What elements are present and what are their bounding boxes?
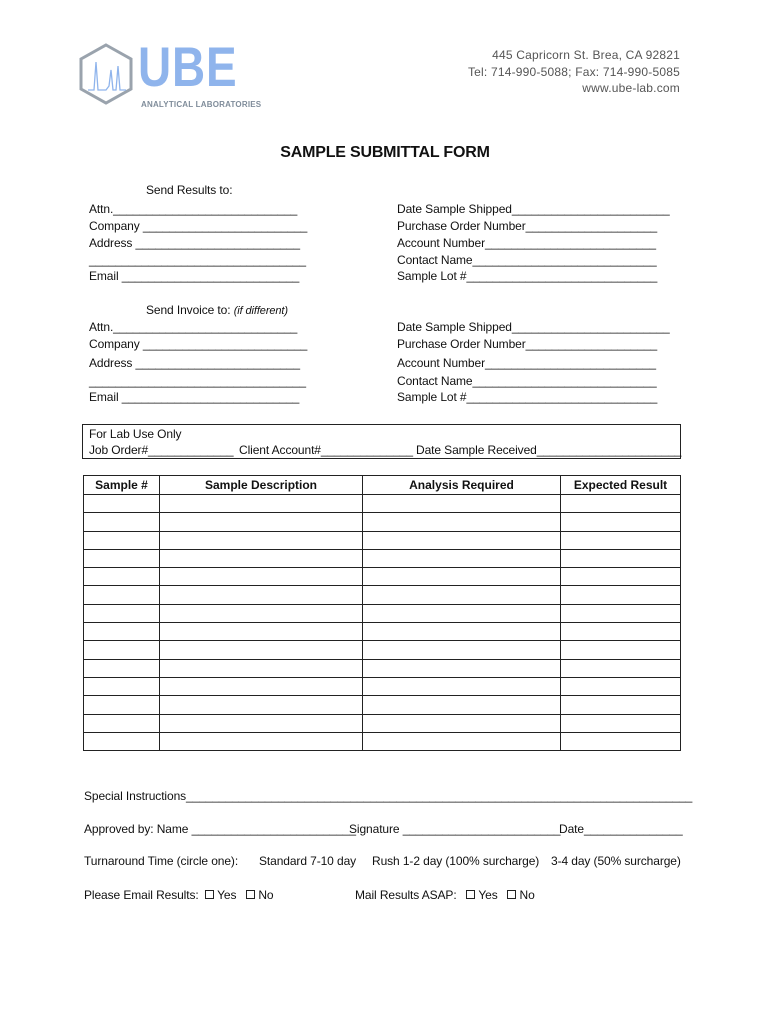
website-link[interactable]: www.ube-lab.com [582,81,680,95]
table-row [84,714,681,732]
column-header-sample-description: Sample Description [160,476,363,495]
invoice-address-field[interactable]: Address _________________________ [89,356,300,370]
table-row [84,604,681,622]
expected-result-cell[interactable] [561,732,681,750]
table-header-row [84,476,681,495]
email-results-yes-checkbox[interactable] [205,890,214,899]
client-account-field[interactable]: Client Account#______________ [239,443,413,457]
sample-number-cell[interactable] [84,531,160,549]
email-results-row [84,888,273,902]
table-row [84,641,681,659]
expected-result-cell[interactable] [561,549,681,567]
results-attn-field[interactable]: Attn.____________________________ [89,202,298,216]
email-results-yes-label: Yes [217,888,237,902]
column-header-sample-number: Sample # [84,476,160,495]
results-email-field[interactable]: Email ___________________________ [89,269,300,283]
results-heading: Send Results to: [146,183,233,197]
invoice-address-line2-field[interactable]: _________________________________ [89,374,306,388]
analysis-required-cell[interactable] [363,495,561,513]
expected-result-cell[interactable] [561,623,681,641]
invoice-attn-field[interactable]: Attn.____________________________ [89,320,298,334]
invoice-contact-name-field[interactable]: Contact Name____________________________ [397,374,657,388]
results-address-field[interactable]: Address _________________________ [89,236,300,250]
results-po-number-field[interactable]: Purchase Order Number____________________ [397,219,658,233]
sample-description-cell[interactable] [160,604,363,622]
table-row [84,732,681,750]
analysis-required-cell[interactable] [363,586,561,604]
lab-use-heading: For Lab Use Only [89,427,182,441]
analysis-required-cell[interactable] [363,531,561,549]
column-header-expected-result: Expected Result [561,476,681,495]
results-account-number-field[interactable]: Account Number__________________________ [397,236,656,250]
results-date-shipped-field[interactable]: Date Sample Shipped________________________ [397,202,670,216]
sample-description-cell[interactable] [160,495,363,513]
table-row [84,659,681,677]
expected-result-cell[interactable] [561,586,681,604]
sample-number-cell[interactable] [84,659,160,677]
sample-description-cell[interactable] [160,714,363,732]
address-line: 445 Capricorn St. Brea, CA 92821 [492,48,680,62]
sample-description-cell[interactable] [160,659,363,677]
expected-result-cell[interactable] [561,714,681,732]
invoice-heading-note: (if different) [233,305,288,317]
logo-subtitle: ANALYTICAL LABORATORIES [141,100,262,109]
sample-number-cell[interactable] [84,513,160,531]
analysis-required-cell[interactable] [363,604,561,622]
date-received-field[interactable]: Date Sample Received______________________ [416,443,682,457]
expected-result-cell[interactable] [561,513,681,531]
invoice-heading-label: Send Invoice to: [146,303,231,317]
mail-results-no-label: No [519,888,535,902]
analysis-required-cell[interactable] [363,641,561,659]
analysis-required-cell[interactable] [363,513,561,531]
turnaround-rush-option[interactable]: Rush 1-2 day (100% surcharge) [372,854,540,868]
sample-description-cell[interactable] [160,696,363,714]
sample-number-cell[interactable] [84,641,160,659]
invoice-date-shipped-field[interactable]: Date Sample Shipped________________________ [397,320,670,334]
sample-description-cell[interactable] [160,641,363,659]
results-contact-name-field[interactable]: Contact Name____________________________ [397,253,657,267]
invoice-po-number-field[interactable]: Purchase Order Number____________________ [397,337,658,351]
analysis-required-cell[interactable] [363,677,561,695]
results-sample-lot-field[interactable]: Sample Lot #_____________________________ [397,269,658,283]
signature-field[interactable]: Signature ________________________ [349,822,561,836]
approved-by-name-field[interactable]: Approved by: Name _________________________ [84,822,356,836]
sample-number-cell[interactable] [84,696,160,714]
results-address-line2-field[interactable]: _________________________________ [89,253,306,267]
sample-number-cell[interactable] [84,677,160,695]
expected-result-cell[interactable] [561,568,681,586]
analysis-required-cell[interactable] [363,714,561,732]
sample-description-cell[interactable] [160,677,363,695]
table-row [84,623,681,641]
mail-results-row [355,888,535,902]
special-instructions-field[interactable]: Special Instructions_____________________________________________________________________________ [84,789,693,803]
email-results-label: Please Email Results: [84,888,199,902]
table-row [84,568,681,586]
analysis-required-cell[interactable] [363,549,561,567]
sample-description-cell[interactable] [160,586,363,604]
analysis-required-cell[interactable] [363,623,561,641]
sample-number-cell[interactable] [84,586,160,604]
sample-number-cell[interactable] [84,623,160,641]
job-order-field[interactable]: Job Order#_____________ [89,443,234,457]
sample-number-cell[interactable] [84,568,160,586]
expected-result-cell[interactable] [561,531,681,549]
sample-description-cell[interactable] [160,568,363,586]
mail-results-no-checkbox[interactable] [507,890,516,899]
expected-result-cell[interactable] [561,495,681,513]
sample-description-cell[interactable] [160,531,363,549]
sample-description-cell[interactable] [160,732,363,750]
form-title: SAMPLE SUBMITTAL FORM [280,144,490,161]
expected-result-cell[interactable] [561,659,681,677]
sample-number-cell[interactable] [84,604,160,622]
email-results-no-label: No [258,888,274,902]
table-row [84,531,681,549]
sample-description-cell[interactable] [160,623,363,641]
logo-text: UBE [138,35,238,98]
mail-results-yes-label: Yes [478,888,498,902]
column-header-analysis-required: Analysis Required [363,476,561,495]
turnaround-3-4-day-option[interactable]: 3-4 day (50% surcharge) [551,854,681,868]
approval-date-field[interactable]: Date_______________ [559,822,683,836]
results-company-field[interactable]: Company _________________________ [89,219,308,233]
sample-number-cell[interactable] [84,495,160,513]
invoice-email-field[interactable]: Email ___________________________ [89,390,300,404]
invoice-sample-lot-field[interactable]: Sample Lot #_____________________________ [397,390,658,404]
email-results-no-checkbox[interactable] [246,890,255,899]
table-row [84,513,681,531]
turnaround-standard-option[interactable]: Standard 7-10 day [259,854,357,868]
expected-result-cell[interactable] [561,677,681,695]
turnaround-label: Turnaround Time (circle one): [84,854,239,868]
table-row [84,495,681,513]
analysis-required-cell[interactable] [363,568,561,586]
sample-description-cell[interactable] [160,549,363,567]
mail-results-yes-checkbox[interactable] [466,890,475,899]
invoice-heading [146,303,288,317]
sample-number-cell[interactable] [84,549,160,567]
analysis-required-cell[interactable] [363,732,561,750]
analysis-required-cell[interactable] [363,659,561,677]
expected-result-cell[interactable] [561,641,681,659]
analysis-required-cell[interactable] [363,696,561,714]
expected-result-cell[interactable] [561,696,681,714]
sample-description-cell[interactable] [160,513,363,531]
invoice-company-field[interactable]: Company _________________________ [89,337,308,351]
sample-number-cell[interactable] [84,714,160,732]
table-row [84,586,681,604]
mail-results-label: Mail Results ASAP: [355,888,457,902]
phone-fax-line: Tel: 714-990-5088; Fax: 714-990-5085 [467,65,680,79]
expected-result-cell[interactable] [561,604,681,622]
invoice-account-number-field[interactable]: Account Number__________________________ [397,356,656,370]
table-row [84,677,681,695]
table-row [84,696,681,714]
sample-number-cell[interactable] [84,732,160,750]
samples-table [83,475,681,751]
table-row [84,549,681,567]
